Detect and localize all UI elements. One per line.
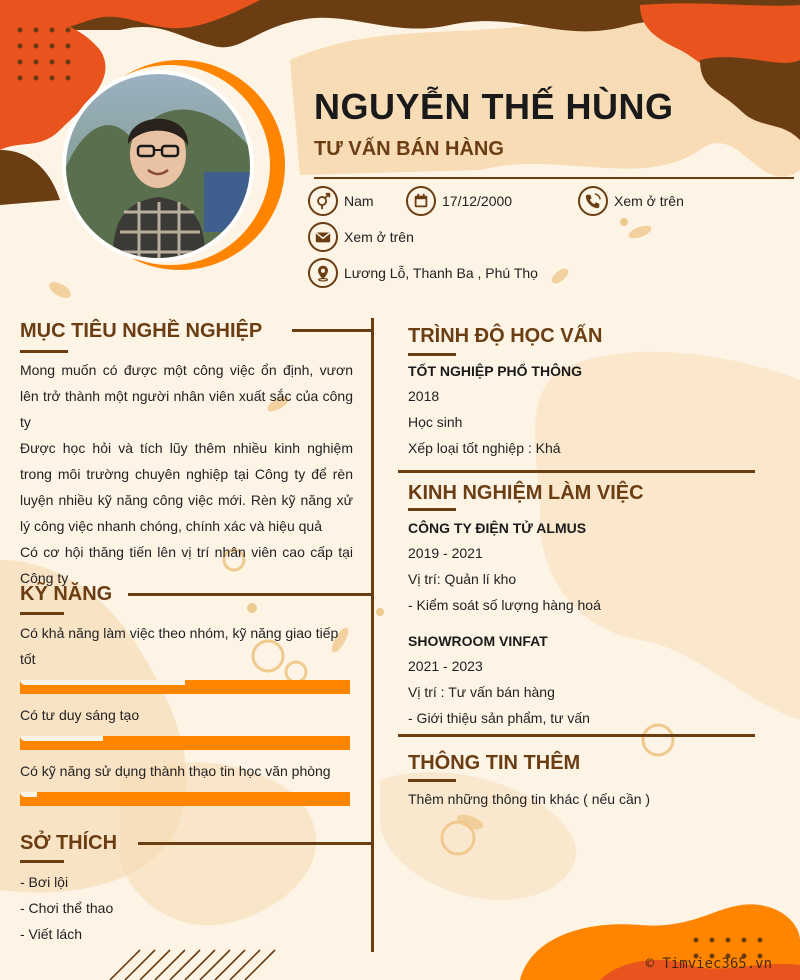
job-desc: - Kiểm soát số lượng hàng hoá <box>408 597 601 613</box>
extra-title: THÔNG TIN THÊM <box>408 752 581 774</box>
watermark: © Timviec365.vn <box>645 956 772 972</box>
job-company: SHOWROOM VINFAT <box>408 633 548 649</box>
skill-name: Có khả năng làm việc theo nhóm, kỹ năng giao tiếp tốt <box>20 625 339 667</box>
objective-underline <box>20 350 68 353</box>
candidate-name: NGUYỄN THẾ HÙNG <box>314 86 674 127</box>
job-period: 2019 - 2021 <box>408 545 483 561</box>
list-item: - Bơi lội <box>20 874 69 890</box>
address-info <box>308 258 538 288</box>
skill-bar <box>20 680 350 694</box>
education-school: TỐT NGHIỆP PHỔ THÔNG <box>408 363 582 379</box>
education-underline <box>408 353 456 356</box>
skill-item <box>20 702 350 750</box>
experience-job <box>408 516 601 618</box>
avatar <box>54 62 294 272</box>
experience-rule <box>398 470 755 473</box>
job-position: TƯ VẤN BÁN HÀNG <box>314 138 504 160</box>
extra-text: Thêm những thông tin khác ( nếu cần ) <box>408 791 651 807</box>
experience-job <box>408 629 590 731</box>
gender-info <box>308 186 374 216</box>
education-block <box>408 359 582 461</box>
objective-text <box>20 357 353 591</box>
hobbies-underline <box>20 860 64 863</box>
job-role: Vị trí: Quản lí kho <box>408 571 517 587</box>
birthday-value: 17/12/2000 <box>442 193 513 209</box>
hobbies-rule <box>138 842 372 845</box>
address-value: Lương Lỗ, Thanh Ba , Phú Thọ <box>344 265 538 281</box>
email-value: Xem ở trên <box>344 229 414 245</box>
job-period: 2021 - 2023 <box>408 658 483 674</box>
skills-underline <box>20 612 64 615</box>
skill-item <box>20 758 350 806</box>
gender-icon <box>308 186 338 216</box>
job-desc: - Giới thiệu sản phẩm, tư vấn <box>408 710 590 726</box>
gender-value: Nam <box>344 193 374 209</box>
column-divider <box>371 318 374 952</box>
job-role: Vị trí : Tư vấn bán hàng <box>408 684 555 700</box>
skill-bar <box>20 736 350 750</box>
profile-photo-frame <box>54 62 294 272</box>
objective-line: Có cơ hội thăng tiến lên vị trí nhân viên cao cấp tại Công ty <box>20 544 353 586</box>
header-divider <box>314 177 794 179</box>
education-major: Học sinh <box>408 414 463 430</box>
skill-name: Có kỹ năng sử dụng thành thạo tin học văn phòng <box>20 763 331 779</box>
objective-line: Được học hỏi và tích lũy thêm nhiều kinh nghiệm trong môi trường chuyên nghiệp tại Công ty để rèn luyện nhiều kỹ năng công việc mới. Rèn kỹ năng xử lý công việc nhanh chóng, chính xác và hiệu quả <box>20 440 353 534</box>
hobbies-list <box>20 869 113 947</box>
list-item: - Chơi thể thao <box>20 900 114 916</box>
skill-name: Có tư duy sáng tạo <box>20 707 140 723</box>
phone-info <box>578 186 684 216</box>
skills-rule <box>128 593 372 596</box>
skills-title: KỸ NĂNG <box>20 583 113 605</box>
education-grade: Xếp loại tốt nghiệp : Khá <box>408 440 561 456</box>
job-company: CÔNG TY ĐIỆN TỬ ALMUS <box>408 520 587 536</box>
hobbies-title: SỞ THÍCH <box>20 832 118 854</box>
experience-title: KINH NGHIỆM LÀM VIỆC <box>408 482 644 504</box>
calendar-icon <box>406 186 436 216</box>
education-year: 2018 <box>408 388 440 404</box>
skill-bar <box>20 792 350 806</box>
education-title: TRÌNH ĐỘ HỌC VẤN <box>408 325 603 347</box>
phone-value: Xem ở trên <box>614 193 684 209</box>
skill-item <box>20 620 350 694</box>
extra-rule <box>398 734 755 737</box>
experience-underline <box>408 508 456 511</box>
phone-icon <box>578 186 608 216</box>
email-icon <box>308 222 338 252</box>
location-icon <box>308 258 338 288</box>
objective-rule <box>292 329 372 332</box>
email-info <box>308 222 414 252</box>
birthday-info <box>406 186 512 216</box>
objective-line: Mong muốn có được một công việc ổn định, vươn lên trở thành một người nhân viên xuất sắc của công ty <box>20 362 353 430</box>
extra-underline <box>408 779 456 782</box>
list-item: - Viết lách <box>20 926 82 942</box>
objective-title: MỤC TIÊU NGHỀ NGHIỆP <box>20 320 263 342</box>
